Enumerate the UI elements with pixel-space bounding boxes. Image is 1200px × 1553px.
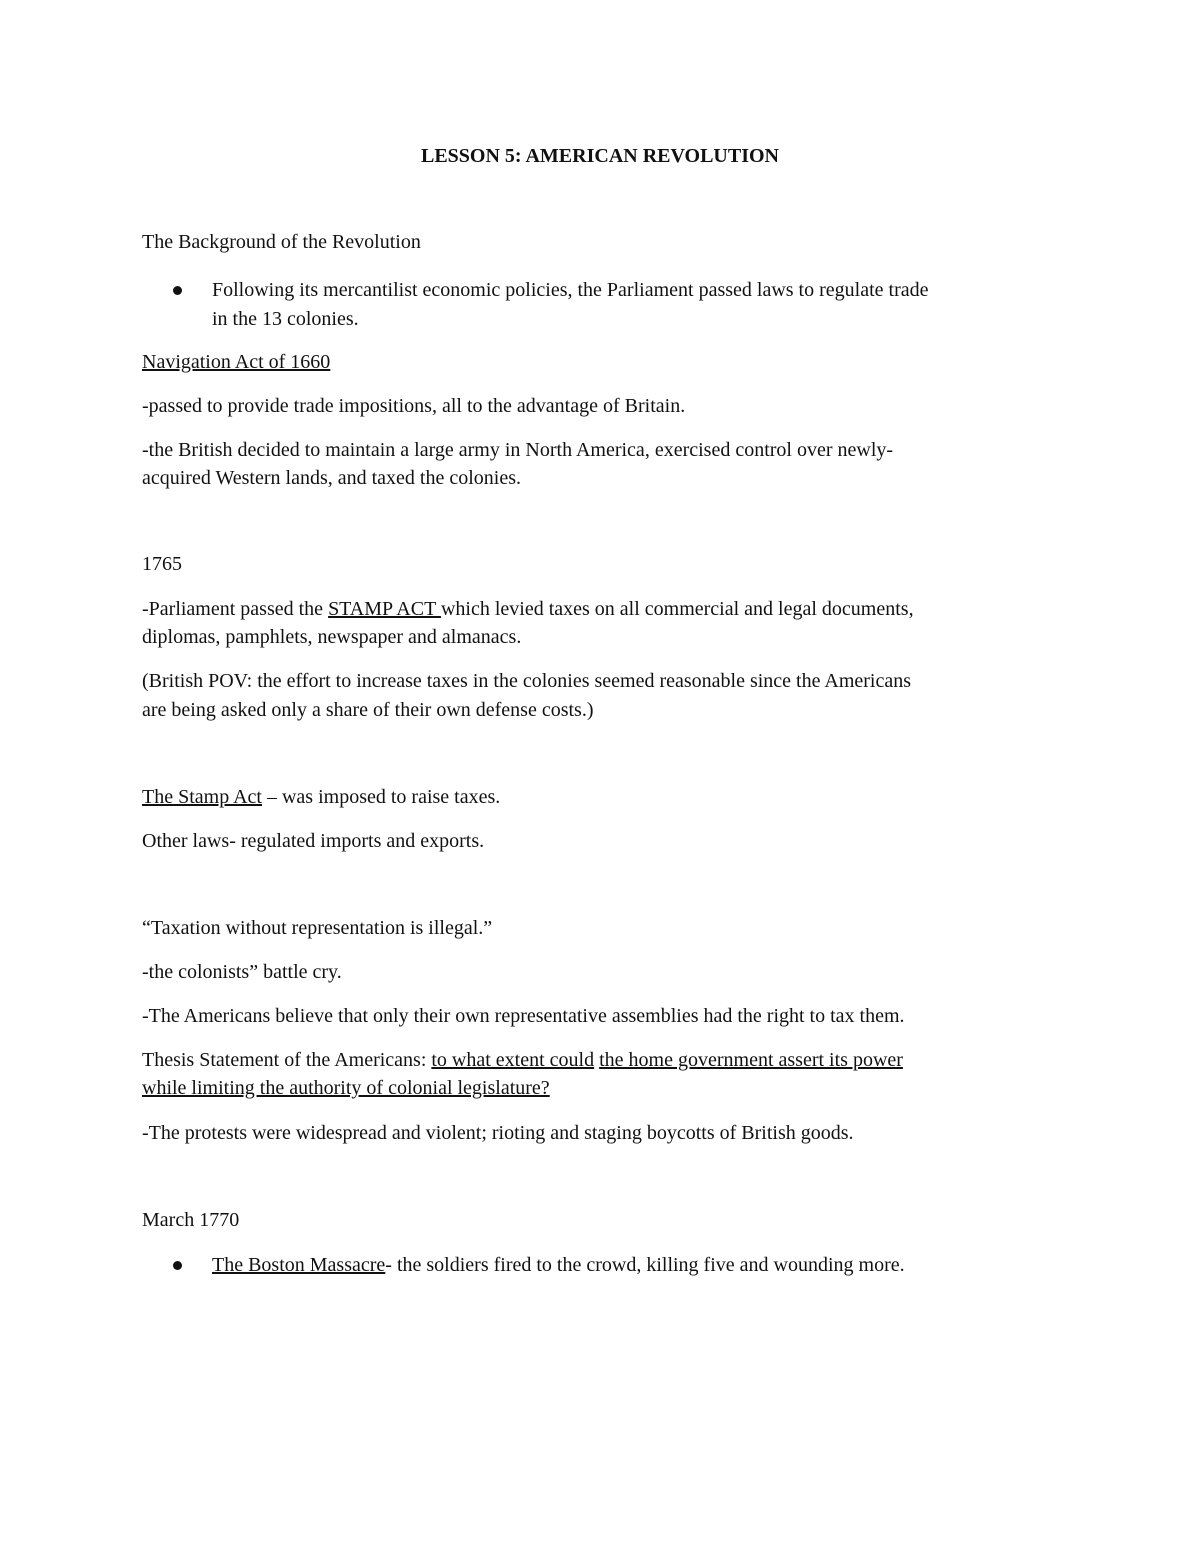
thesis-label: Thesis Statement of the Americans: [142,1049,432,1071]
stamp-act-term: STAMP ACT [328,598,441,620]
stamp-act-definition-text: – was imposed to raise taxes. [261,786,501,808]
stamp-act-paragraph-post: which levied taxes on all commercial and legal documents, [440,598,914,620]
stamp-act-paragraph-pre: -Parliament passed the [142,598,329,620]
battle-cry-line: -the colonists” battle cry. [142,961,342,983]
protests-line: -The protests were widespread and violent; rioting and staging boycotts of British goods. [142,1122,854,1144]
boston-massacre-text: - the soldiers fired to the crowd, killing five and wounding more. [385,1254,905,1276]
thesis-part-2: the home government assert its power [599,1049,903,1071]
bullet-text-line-1: Following its mercantilist economic policies, the Parliament passed laws to regulate trade [212,279,929,301]
thesis-statement-line-2: while limiting the authority of colonial legislature? [142,1077,550,1099]
navigation-paragraph-1: -passed to provide trade impositions, all to the advantage of Britain. [142,395,686,417]
stamp-act-paragraph-line-2: diplomas, pamphlets, newspaper and almanacs. [142,626,522,648]
other-laws-line: Other laws- regulated imports and exports. [142,830,485,852]
stamp-act-definition-term: The Stamp Act [142,786,262,808]
british-pov-line-2: are being asked only a share of their own defense costs.) [142,699,594,721]
march-1770-heading: March 1770 [142,1209,240,1231]
section-heading-background: The Background of the Revolution [142,231,421,253]
thesis-part-1: to what extent could [431,1049,595,1071]
year-1765-heading: 1765 [142,553,182,575]
navigation-act-heading: Navigation Act of 1660 [142,351,331,373]
boston-massacre-bullet [212,1253,905,1277]
stamp-act-paragraph-line-1 [142,597,914,621]
british-pov-line-1: (British POV: the effort to increase taxes in the colonies seemed reasonable since the Americans [142,670,912,692]
page-title: LESSON 5: AMERICAN REVOLUTION [421,145,779,167]
navigation-paragraph-2-line-2: acquired Western lands, and taxed the colonies. [142,467,522,489]
bullet-text-line-2: in the 13 colonies. [212,308,359,330]
thesis-statement-line-1 [142,1048,903,1072]
taxation-quote: “Taxation without representation is illegal.” [142,917,493,939]
americans-belief-line: -The Americans believe that only their own representative assemblies had the right to tax them. [142,1005,905,1027]
boston-massacre-term: The Boston Massacre [212,1254,386,1276]
stamp-act-definition [142,785,500,809]
bullet-dot [173,286,182,295]
navigation-paragraph-2-line-1: -the British decided to maintain a large army in North America, exercised control over newly- [142,439,894,461]
bullet-dot [173,1261,182,1270]
